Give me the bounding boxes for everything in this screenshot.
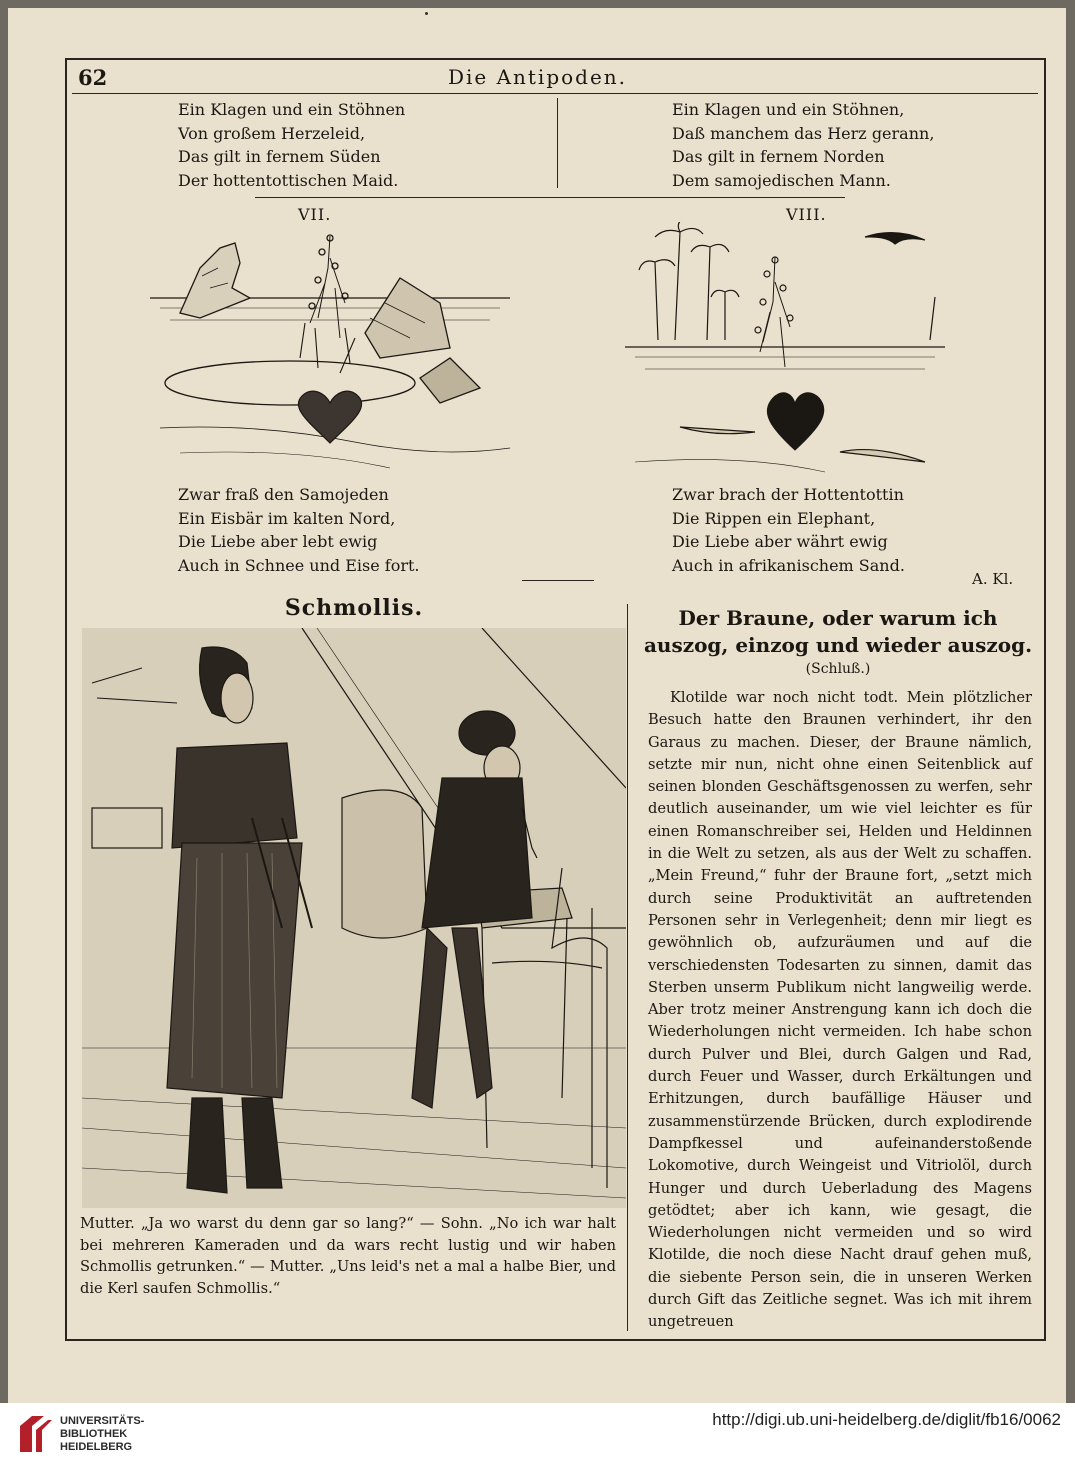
poem-top-left (178, 98, 405, 192)
story-title: Der Braune, oder warum ich auszog, einzog und wieder auszog. (643, 606, 1033, 657)
illustration-schmollis-cartoon (82, 628, 626, 1208)
verse-divider (557, 98, 558, 188)
source-url[interactable]: http://digi.ub.uni-heidelberg.de/diglit/fb16/0062 (712, 1410, 1061, 1429)
section-short-rule (522, 580, 594, 581)
verse-line: Die Liebe aber währt ewig (672, 532, 888, 551)
library-line: BIBLIOTHEK (60, 1428, 128, 1440)
section-numeral-vii: VII. (298, 205, 332, 224)
library-name (60, 1415, 144, 1454)
verse-line: Die Rippen ein Elephant, (672, 508, 876, 528)
verse-line: Ein Eisbär im kalten Nord, (178, 508, 396, 528)
library-line: HEIDELBERG (60, 1441, 133, 1453)
verse-line: Ein Klagen und ein Stöhnen, (672, 100, 905, 119)
section-rule (255, 197, 845, 198)
verse-line: Auch in Schnee und Eise fort. (178, 555, 420, 575)
page-number: 62 (78, 65, 108, 90)
verse-line: Zwar fraß den Samojeden (178, 485, 389, 504)
running-title: Die Antipoden. (447, 65, 628, 89)
poem-bottom-left (178, 483, 420, 577)
cartoon-title: Schmollis. (284, 595, 424, 621)
verse-line: Das gilt in fernem Süden (178, 147, 381, 166)
illustration-arctic-heart (140, 228, 520, 478)
speck (425, 12, 428, 15)
illustration-tropical-heart (625, 222, 955, 482)
story-paragraph: Klotilde war noch nicht todt. Mein plötzlicher Besuch hatte den Braunen verhindert, ihr den Garaus zu machen. Dieser, der Braune nämlich, setzte mir nun, nicht ohne einen Seitenblick auf seinen blonden Geschäftsgenossen zu werfen, sehr deutlich auseinander, um wie viel leichter es für einen Romanschreiber sei, Helden und Heldinnen in die Welt zu setzen, als aus der Welt zu schaffen. „Mein Freund,“ fuhr der Braune fort, „setzt mich durch seine Produktivität an auftretenden Personen sehr in Verlegenheit; denn mir liegt es gewöhnlich ob, aufzuräumen und auf die verschiedensten Todesarten zu sinnen, damit das Sterben unserm Publikum nicht langweilig werde. Aber trotz meiner Anstrengung kann ich doch die Wiederholungen nicht vermeiden. Ich habe schon durch Pulver und Blei, durch Galgen und Rad, durch Feuer und Wasser, durch Erkältungen und Erhitzungen, durch baufällige Häuser und zusammenstürzende Brücken, durch explodirende Dampfkessel und aufeinanderstoßende Lokomotive, durch Weingeist und Vitriolöl, durch Hunger und durch Ueberladung des Magens getödtet; aber ich kann, wie gesagt, die Wiederholungen nicht vermeiden und so wird Klotilde, die noch diese Nacht drauf gehen muß, die siebente Person sein, die in unseren Werken durch Gift das Zeitliche segnet. Was ich mit ihrem ungetreuen (648, 689, 1032, 1331)
poem-signature: A. Kl. (972, 570, 1014, 588)
verse-line: Auch in afrikanischem Sand. (672, 555, 905, 575)
verse-line: Dem samojedischen Mann. (672, 170, 891, 190)
poem-bottom-right (672, 483, 905, 577)
section-numeral-viii: VIII. (786, 205, 827, 224)
story-subtitle: (Schluß.) (805, 661, 871, 677)
column-rule (627, 604, 628, 1331)
verse-line: Von großem Herzeleid, (178, 123, 366, 143)
verse-line: Ein Klagen und ein Stöhnen (178, 100, 406, 119)
verse-line: Zwar brach der Hottentottin (672, 485, 904, 504)
verse-line: Daß manchem das Herz gerann, (672, 123, 935, 143)
library-logo-icon (16, 1412, 56, 1456)
story-body (648, 687, 1032, 1334)
library-line: UNIVERSITÄTS- (60, 1415, 145, 1427)
poem-top-right (672, 98, 934, 192)
header-rule (72, 93, 1038, 94)
cartoon-caption: Mutter. „Ja wo warst du denn gar so lang?“ — Sohn. „No ich war halt bei mehreren Kameraden und da wars recht lustig und wir haben Schmollis getrunken.“ — Mutter. „Uns leid's net a mal a halbe Bier, und die Kerl saufen Schmollis.“ (80, 1215, 616, 1297)
verse-line: Die Liebe aber lebt ewig (178, 532, 378, 551)
verse-line: Das gilt in fernem Norden (672, 147, 885, 166)
verse-line: Der hottentottischen Maid. (178, 170, 399, 190)
